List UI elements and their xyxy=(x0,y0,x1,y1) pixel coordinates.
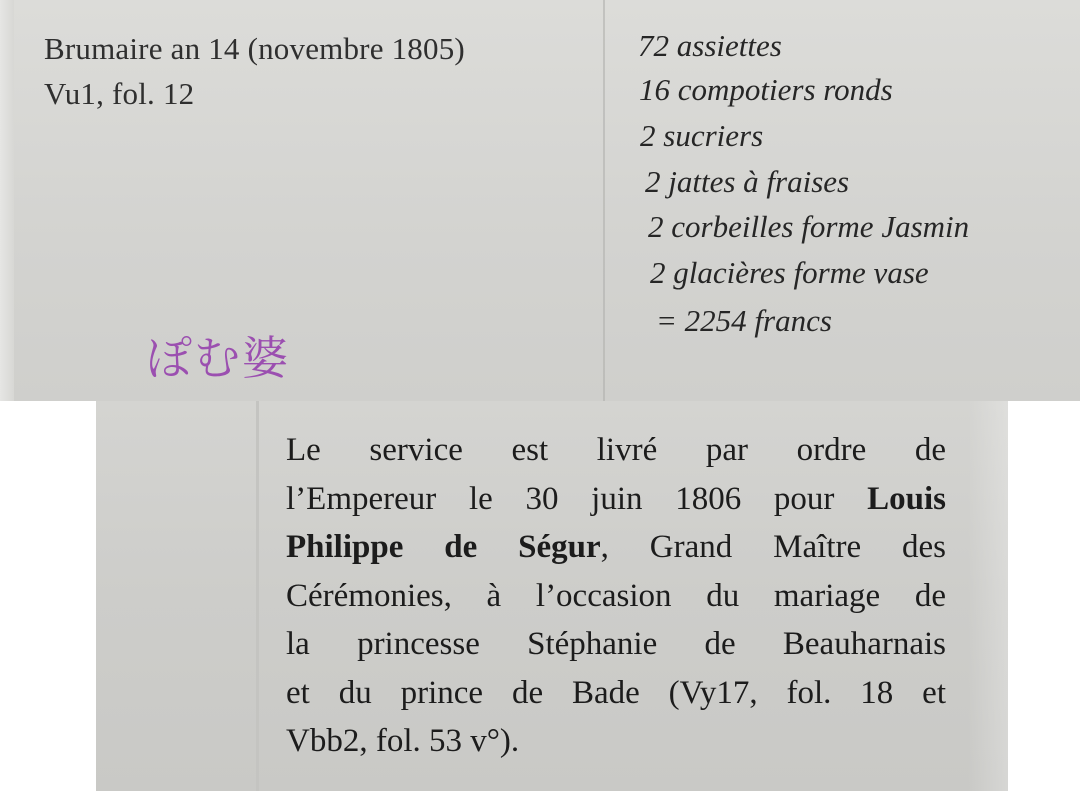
note-text: , Grand Maître des xyxy=(600,529,946,565)
note-line: Vbb2, fol. 53 v°). xyxy=(286,723,520,759)
page-shadow xyxy=(968,401,1008,791)
note-line: la princesse Stéphanie de Beauharnais xyxy=(286,626,946,662)
reference-date: Brumaire an 14 (novembre 1805) xyxy=(44,31,465,66)
note-line xyxy=(286,475,946,524)
delivery-note xyxy=(286,426,946,766)
watermark-text: ぽむ婆 xyxy=(146,331,290,385)
inventory-item: 2 sucriers xyxy=(640,118,764,153)
note-line: et du prince de Bade (Vy17, fol. 18 et xyxy=(286,674,946,711)
inventory-total: = 2254 francs xyxy=(656,303,832,338)
inventory-item: 2 jattes à fraises xyxy=(645,164,850,199)
reference-folio: Vu1, fol. 12 xyxy=(44,76,195,111)
column-divider xyxy=(603,0,605,401)
page-edge xyxy=(0,0,14,401)
note-name-rest: Philippe de Ségur xyxy=(286,529,601,565)
note-line: Le service est livré par ordre de xyxy=(286,432,946,468)
page-fold xyxy=(256,401,259,791)
inventory-item: 16 compotiers ronds xyxy=(639,72,893,107)
inventory-item: 72 assiettes xyxy=(638,28,782,63)
note-line xyxy=(286,523,946,572)
inventory-item: 2 glacières forme vase xyxy=(650,255,929,290)
inventory-item: 2 corbeilles forme Jasmin xyxy=(648,209,970,244)
note-name-first: Louis xyxy=(867,480,946,517)
note-text: l’Empereur le 30 juin 1806 pour xyxy=(286,480,868,517)
note-line: Cérémonies, à l’occasion du mariage de xyxy=(286,577,946,614)
